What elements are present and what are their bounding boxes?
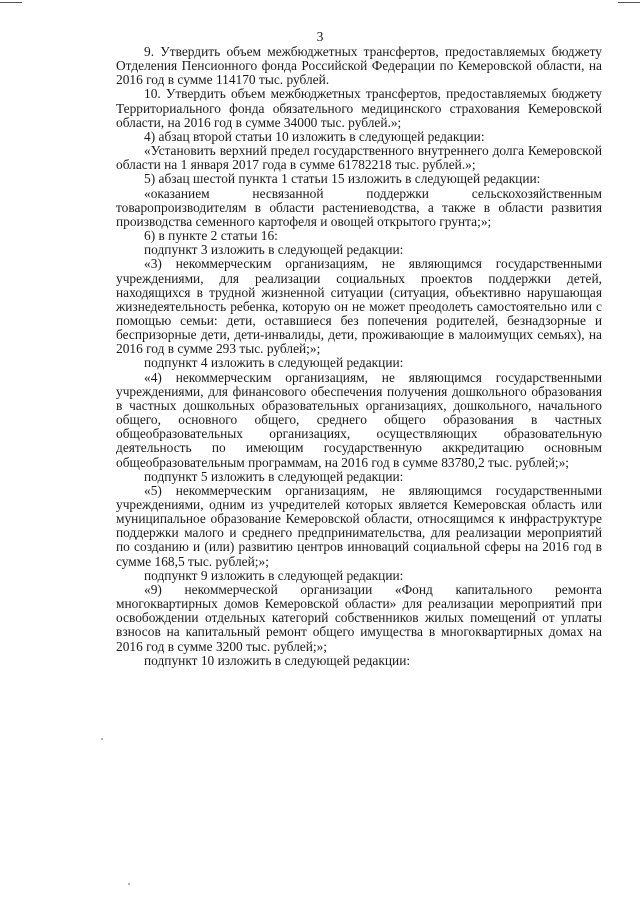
paragraph: «5) некоммерческим организациям, не являющимся государственными учреждениями, одним из учредителей которых является Кемеровская область или муниципальное образование Кемеровской области, относящимся к инфраструктуре поддержки малого и среднего предпринимательства, для реализации мероприятий по созданию и (или) развитию центров инноваций социальной сферы на 2016 год в сумме 168,5 тыс. рублей;»;: [116, 482, 602, 569]
paragraph: подпункт 4 изложить в следующей редакции:: [144, 355, 404, 371]
paragraph: «Установить верхний предел государственного внутреннего долга Кемеровской области на 1 января 2017 года в сумме 61782218 тыс. рублей.»;: [116, 143, 602, 173]
scan-speck: [101, 738, 103, 740]
paragraph: 4) абзац второй статьи 10 изложить в следующей редакции:: [144, 128, 485, 144]
page-number: 3: [316, 29, 324, 44]
paragraph: «9) некоммерческой организации «Фонд капитального ремонта многоквартирных домов Кемеровской области» для реализации мероприятий при освобождении отдельных категорий собственников жилых помещений от уплаты взносов на капитальный ремонт общего имущества в многоквартирных домах на 2016 год в сумме 3200 тыс. рублей;»;: [116, 581, 602, 654]
scan-edge-line-right: [618, 2, 640, 3]
paragraph: 10. Утвердить объем межбюджетных трансфертов, предоставляемых бюджету Территориального фонда обязательного медицинского страхования Кемеровской области, на 2016 год в сумме 34000 тыс. рублей.»;: [116, 86, 602, 130]
document-body: [116, 45, 602, 668]
scan-edge-line-left: [0, 2, 22, 3]
paragraph: 9. Утвердить объем межбюджетных трансфертов, предоставляемых бюджету Отделения Пенсионного фонда Российской Федерации по Кемеровской области, на 2016 год в сумме 114170 тыс. рублей.: [116, 44, 602, 88]
paragraph: подпункт 9 изложить в следующей редакции:: [144, 567, 404, 583]
scan-speck: [128, 883, 130, 885]
paragraph: «3) некоммерческим организациям, не являющимся государственными учреждениями, для реализации социальных проектов поддержки детей, находящихся в трудной жизненной ситуации (ситуация, объективно нарушающая жизнедеятельность ребенка, которую он не может преодолеть самостоятельно или с помощью семьи: дети, оставшиеся без попечения родителей, безнадзорные и беспризорные дети, дети-инвалиды, дети, проживающие в малоимущих семьях), на 2016 год в сумме 293 тыс. рублей;»;: [116, 256, 602, 357]
paragraph: «4) некоммерческим организациям, не являющимся государственными учреждениями, для финансового обеспечения получения дошкольного образования в частных дошкольных образовательных организациях, дошкольного, начального общего, основного общего, среднего общего образования в частных общеобразовательных организациях, осуществляющих образовательную деятельность по имеющим государственную аккредитацию основным общеобразовательным программам, на 2016 год в сумме 83780,2 тыс. рублей;»;: [116, 369, 602, 470]
paragraph: подпункт 10 изложить в следующей редакции:: [144, 652, 411, 668]
paragraph: 5) абзац шестой пункта 1 статьи 15 изложить в следующей редакции:: [144, 171, 541, 187]
paragraph: подпункт 3 изложить в следующей редакции:: [144, 242, 404, 258]
paragraph: 6) в пункте 2 статьи 16:: [144, 228, 278, 244]
paragraph: «оказанием несвязанной поддержки сельскохозяйственным товаропроизводителям в области растениеводства, а также в области развития производства семенного картофеля и овощей открытого грунта;»;: [116, 185, 602, 229]
paragraph: подпункт 5 изложить в следующей редакции:: [144, 468, 404, 484]
